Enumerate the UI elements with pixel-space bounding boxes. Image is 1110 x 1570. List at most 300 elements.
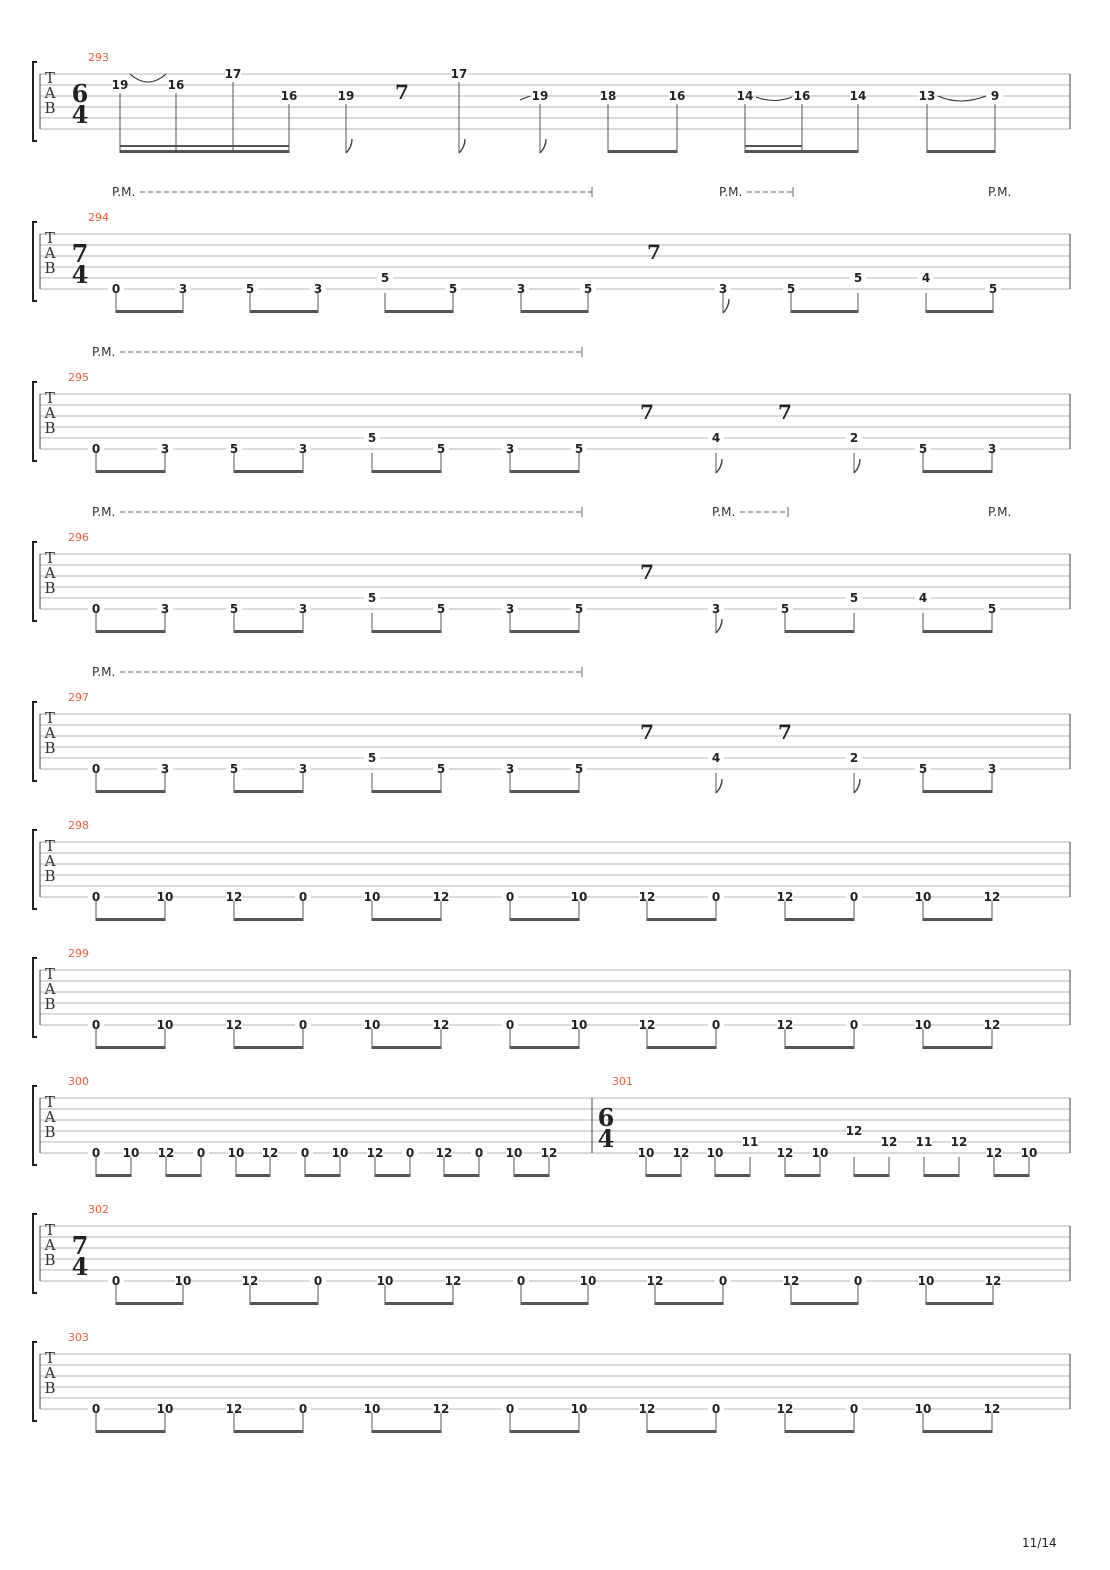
beam — [96, 1046, 165, 1049]
beam — [791, 1302, 858, 1305]
fret-number: 0 — [91, 1018, 101, 1032]
slide — [520, 96, 530, 100]
measure-number: 298 — [68, 819, 89, 832]
beam — [647, 1430, 716, 1433]
beam-secondary — [745, 145, 802, 147]
tab-system-303 — [33, 1331, 1070, 1433]
beam — [385, 1302, 453, 1305]
fret-number: 3 — [160, 442, 170, 456]
tab-clef-letter: B — [44, 867, 56, 885]
fret-number: 12 — [776, 1146, 794, 1160]
beam — [250, 1302, 318, 1305]
beam — [510, 790, 579, 793]
tab-clef-letter: A — [44, 564, 56, 582]
fret-number: 12 — [157, 1146, 175, 1160]
fret-number: 14 — [736, 89, 754, 103]
system-bracket — [33, 1214, 37, 1293]
system-bracket — [33, 62, 37, 141]
beam — [923, 790, 992, 793]
fret-number: 10 — [363, 1018, 381, 1032]
eighth-rest: 7 — [395, 80, 409, 104]
fret-number: 12 — [776, 1018, 794, 1032]
tab-system-298 — [33, 819, 1070, 921]
fret-number: 0 — [196, 1146, 206, 1160]
tab-clef-letter: B — [44, 1379, 56, 1397]
system-bracket — [33, 702, 37, 781]
fret-number: 5 — [988, 282, 998, 296]
beam — [514, 1174, 549, 1177]
fret-number: 0 — [91, 442, 101, 456]
tab-system-294 — [33, 185, 1070, 313]
fret-number: 12 — [880, 1135, 898, 1149]
fret-number: 0 — [91, 890, 101, 904]
tab-clef-letter: T — [44, 69, 56, 87]
tab-clef-letter: B — [44, 739, 56, 757]
fret-number: 12 — [432, 1402, 450, 1416]
beam — [236, 1174, 270, 1177]
beam — [234, 1430, 303, 1433]
eighth-rest: 7 — [647, 240, 661, 264]
beam — [521, 310, 588, 313]
beam — [96, 1430, 165, 1433]
measure-number: 301 — [612, 1075, 633, 1088]
fret-number: 5 — [367, 751, 377, 765]
fret-number: 0 — [91, 1146, 101, 1160]
fret-number: 4 — [711, 751, 721, 765]
fret-number: 16 — [793, 89, 811, 103]
palm-mute-label: P.M. — [92, 345, 116, 359]
fret-number: 0 — [474, 1146, 484, 1160]
fret-number: 10 — [579, 1274, 597, 1288]
beam — [510, 630, 579, 633]
measure-number: 297 — [68, 691, 89, 704]
fret-number: 12 — [241, 1274, 259, 1288]
fret-number: 12 — [638, 1018, 656, 1032]
fret-number: 10 — [363, 890, 381, 904]
fret-number: 12 — [432, 1018, 450, 1032]
beam — [745, 150, 858, 153]
fret-number: 0 — [718, 1274, 728, 1288]
tab-clef-letter: B — [44, 1251, 56, 1269]
time-signature-bottom: 4 — [71, 100, 89, 129]
fret-number: 12 — [225, 1402, 243, 1416]
fret-number: 10 — [156, 1018, 174, 1032]
beam — [924, 1174, 959, 1177]
fret-number: 18 — [599, 89, 617, 103]
fret-number: 9 — [990, 89, 1000, 103]
fret-number: 0 — [111, 282, 121, 296]
beam — [385, 310, 453, 313]
fret-number: 5 — [448, 282, 458, 296]
beam — [923, 1046, 992, 1049]
fret-number: 12 — [646, 1274, 664, 1288]
beam — [926, 1302, 993, 1305]
note-flag — [716, 459, 722, 473]
tab-clef-letter: B — [44, 259, 56, 277]
fret-number: 16 — [280, 89, 298, 103]
fret-number: 2 — [849, 431, 859, 445]
fret-number: 12 — [672, 1146, 690, 1160]
note-flag — [854, 779, 860, 793]
tie — [938, 96, 986, 101]
fret-number: 3 — [505, 602, 515, 616]
tab-clef-letter: A — [44, 980, 56, 998]
beam — [510, 470, 579, 473]
fret-number: 13 — [918, 89, 936, 103]
eighth-rest: 7 — [778, 400, 792, 424]
beam — [647, 1046, 716, 1049]
time-signature-bottom: 4 — [71, 260, 89, 289]
beam — [305, 1174, 340, 1177]
note-flag — [716, 779, 722, 793]
fret-number: 12 — [432, 890, 450, 904]
beam — [923, 918, 992, 921]
eighth-rest: 7 — [778, 720, 792, 744]
fret-number: 0 — [313, 1274, 323, 1288]
beam — [372, 1046, 441, 1049]
note-flag — [723, 299, 729, 313]
fret-number: 12 — [983, 1402, 1001, 1416]
fret-number: 5 — [780, 602, 790, 616]
measure-number: 293 — [88, 51, 109, 64]
tab-clef-letter: T — [44, 549, 56, 567]
tab-clef-letter: B — [44, 579, 56, 597]
fret-number: 0 — [849, 1402, 859, 1416]
fret-number: 3 — [298, 762, 308, 776]
beam — [923, 1430, 992, 1433]
fret-number: 5 — [583, 282, 593, 296]
fret-number: 3 — [711, 602, 721, 616]
fret-number: 0 — [298, 1402, 308, 1416]
beam — [372, 790, 441, 793]
fret-number: 0 — [405, 1146, 415, 1160]
beam — [234, 918, 303, 921]
beam — [372, 470, 441, 473]
beam — [785, 1174, 820, 1177]
beam — [96, 918, 165, 921]
beam — [116, 310, 183, 313]
fret-number: 14 — [849, 89, 867, 103]
fret-number: 5 — [987, 602, 997, 616]
tab-clef-letter: T — [44, 1093, 56, 1111]
palm-mute-label: P.M. — [112, 185, 136, 199]
tab-system-296 — [33, 505, 1070, 633]
measure-number: 294 — [88, 211, 109, 224]
time-signature-top: 6 — [71, 79, 89, 108]
beam — [926, 310, 993, 313]
fret-number: 19 — [531, 89, 549, 103]
fret-number: 0 — [711, 890, 721, 904]
tab-clef-letter: T — [44, 837, 56, 855]
fret-number: 3 — [298, 602, 308, 616]
fret-number: 16 — [668, 89, 686, 103]
fret-number: 3 — [516, 282, 526, 296]
fret-number: 5 — [436, 442, 446, 456]
tab-clef-letter: A — [44, 84, 56, 102]
beam-secondary — [120, 145, 289, 147]
fret-number: 4 — [711, 431, 721, 445]
fret-number: 0 — [91, 602, 101, 616]
fret-number: 17 — [450, 67, 468, 81]
beam — [234, 1046, 303, 1049]
fret-number: 10 — [914, 1018, 932, 1032]
palm-mute-label: P.M. — [712, 505, 736, 519]
system-bracket — [33, 542, 37, 621]
fret-number: 0 — [505, 1402, 515, 1416]
beam — [608, 150, 677, 153]
fret-number: 5 — [849, 591, 859, 605]
fret-number: 12 — [984, 1274, 1002, 1288]
tab-system-293 — [33, 51, 1070, 153]
fret-number: 19 — [337, 89, 355, 103]
fret-number: 16 — [167, 78, 185, 92]
beam — [166, 1174, 201, 1177]
fret-number: 5 — [574, 762, 584, 776]
fret-number: 10 — [156, 1402, 174, 1416]
fret-number: 10 — [637, 1146, 655, 1160]
beam — [510, 918, 579, 921]
note-flag — [854, 459, 860, 473]
time-signature-top: 7 — [71, 239, 89, 268]
eighth-rest: 7 — [640, 720, 654, 744]
beam — [96, 470, 165, 473]
fret-number: 3 — [178, 282, 188, 296]
fret-number: 0 — [849, 890, 859, 904]
beam — [923, 630, 992, 633]
measure-number: 300 — [68, 1075, 89, 1088]
beam — [785, 1046, 854, 1049]
fret-number: 5 — [436, 602, 446, 616]
tab-system-295 — [33, 345, 1070, 473]
fret-number: 10 — [811, 1146, 829, 1160]
tab-clef-letter: T — [44, 229, 56, 247]
fret-number: 4 — [921, 271, 931, 285]
fret-number: 5 — [853, 271, 863, 285]
system-bracket — [33, 382, 37, 461]
fret-number: 10 — [331, 1146, 349, 1160]
fret-number: 5 — [229, 602, 239, 616]
beam — [120, 150, 289, 153]
beam — [234, 790, 303, 793]
beam — [444, 1174, 479, 1177]
fret-number: 12 — [261, 1146, 279, 1160]
tab-clef-letter: A — [44, 1108, 56, 1126]
fret-number: 12 — [845, 1124, 863, 1138]
fret-number: 10 — [570, 1018, 588, 1032]
tab-clef-letter: T — [44, 1349, 56, 1367]
fret-number: 17 — [224, 67, 242, 81]
fret-number: 10 — [122, 1146, 140, 1160]
tab-clef-letter: B — [44, 995, 56, 1013]
fret-number: 10 — [174, 1274, 192, 1288]
fret-number: 11 — [741, 1135, 759, 1149]
fret-number: 12 — [983, 1018, 1001, 1032]
beam — [854, 1174, 889, 1177]
tab-clef-letter: T — [44, 965, 56, 983]
beam — [927, 150, 995, 153]
fret-number: 3 — [298, 442, 308, 456]
note-flag — [716, 619, 722, 633]
fret-number: 10 — [570, 1402, 588, 1416]
fret-number: 5 — [918, 762, 928, 776]
time-signature-top: 6 — [597, 1103, 615, 1132]
eighth-rest: 7 — [640, 560, 654, 584]
beam — [655, 1302, 723, 1305]
fret-number: 11 — [915, 1135, 933, 1149]
fret-number: 10 — [917, 1274, 935, 1288]
palm-mute-label: P.M. — [988, 185, 1012, 199]
fret-number: 12 — [950, 1135, 968, 1149]
system-bracket — [33, 1342, 37, 1421]
tab-clef-letter: A — [44, 852, 56, 870]
fret-number: 4 — [918, 591, 928, 605]
page-number: 11/14 — [1022, 1536, 1057, 1550]
fret-number: 10 — [570, 890, 588, 904]
fret-number: 10 — [914, 890, 932, 904]
beam — [96, 630, 165, 633]
fret-number: 0 — [111, 1274, 121, 1288]
measure-number: 296 — [68, 531, 89, 544]
tie — [130, 74, 166, 82]
eighth-rest: 7 — [640, 400, 654, 424]
fret-number: 10 — [227, 1146, 245, 1160]
beam — [923, 470, 992, 473]
beam — [715, 1174, 750, 1177]
fret-number: 12 — [225, 890, 243, 904]
beam — [372, 918, 441, 921]
note-flag — [346, 139, 352, 153]
fret-number: 5 — [918, 442, 928, 456]
fret-number: 12 — [444, 1274, 462, 1288]
fret-number: 10 — [914, 1402, 932, 1416]
beam — [785, 630, 854, 633]
beam — [510, 1046, 579, 1049]
fret-number: 12 — [985, 1146, 1003, 1160]
time-signature-bottom: 4 — [71, 1252, 89, 1281]
fret-number: 0 — [298, 890, 308, 904]
fret-number: 12 — [638, 890, 656, 904]
time-signature-top: 7 — [71, 1231, 89, 1260]
beam — [116, 1302, 183, 1305]
fret-number: 12 — [435, 1146, 453, 1160]
tab-clef-letter: A — [44, 1236, 56, 1254]
beam — [96, 790, 165, 793]
beam — [96, 1174, 131, 1177]
tab-clef-letter: A — [44, 724, 56, 742]
measure-number: 299 — [68, 947, 89, 960]
note-flag — [459, 139, 465, 153]
fret-number: 12 — [776, 890, 794, 904]
palm-mute-label: P.M. — [988, 505, 1012, 519]
tab-clef-letter: B — [44, 1123, 56, 1141]
tab-system-297 — [33, 665, 1070, 793]
beam — [646, 1174, 681, 1177]
fret-number: 5 — [574, 442, 584, 456]
system-bracket — [33, 830, 37, 909]
beam — [234, 470, 303, 473]
fret-number: 0 — [91, 1402, 101, 1416]
fret-number: 5 — [367, 591, 377, 605]
fret-number: 5 — [436, 762, 446, 776]
fret-number: 0 — [516, 1274, 526, 1288]
fret-number: 10 — [1020, 1146, 1038, 1160]
system-bracket — [33, 1086, 37, 1165]
fret-number: 0 — [711, 1018, 721, 1032]
fret-number: 5 — [245, 282, 255, 296]
fret-number: 0 — [300, 1146, 310, 1160]
beam — [372, 1430, 441, 1433]
tab-clef-letter: B — [44, 419, 56, 437]
fret-number: 3 — [160, 762, 170, 776]
beam — [994, 1174, 1029, 1177]
tab-system-302 — [33, 1203, 1070, 1305]
beam — [785, 1430, 854, 1433]
tab-system-299 — [33, 947, 1070, 1049]
fret-number: 10 — [376, 1274, 394, 1288]
fret-number: 3 — [987, 762, 997, 776]
tab-clef-letter: T — [44, 1221, 56, 1239]
beam — [234, 630, 303, 633]
fret-number: 12 — [540, 1146, 558, 1160]
fret-number: 3 — [505, 762, 515, 776]
beam — [647, 918, 716, 921]
fret-number: 3 — [718, 282, 728, 296]
fret-number: 3 — [160, 602, 170, 616]
tab-clef-letter: B — [44, 99, 56, 117]
beam — [510, 1430, 579, 1433]
fret-number: 0 — [849, 1018, 859, 1032]
note-flag — [540, 139, 546, 153]
system-bracket — [33, 958, 37, 1037]
measure-number: 303 — [68, 1331, 89, 1344]
tab-clef-letter: T — [44, 709, 56, 727]
tab-clef-letter: A — [44, 404, 56, 422]
fret-number: 0 — [505, 890, 515, 904]
measure-number: 302 — [88, 1203, 109, 1216]
fret-number: 5 — [574, 602, 584, 616]
fret-number: 5 — [786, 282, 796, 296]
fret-number: 10 — [363, 1402, 381, 1416]
fret-number: 3 — [987, 442, 997, 456]
fret-number: 5 — [380, 271, 390, 285]
system-bracket — [33, 222, 37, 301]
palm-mute-label: P.M. — [92, 505, 116, 519]
measure-number: 295 — [68, 371, 89, 384]
fret-number: 0 — [711, 1402, 721, 1416]
fret-number: 12 — [225, 1018, 243, 1032]
beam — [785, 918, 854, 921]
fret-number: 2 — [849, 751, 859, 765]
palm-mute-label: P.M. — [719, 185, 743, 199]
fret-number: 0 — [91, 762, 101, 776]
tab-clef-letter: A — [44, 1364, 56, 1382]
tab-system-300 — [33, 1075, 1070, 1177]
fret-number: 12 — [782, 1274, 800, 1288]
fret-number: 5 — [367, 431, 377, 445]
tab-clef-letter: T — [44, 389, 56, 407]
fret-number: 0 — [298, 1018, 308, 1032]
fret-number: 10 — [156, 890, 174, 904]
beam — [791, 310, 858, 313]
fret-number: 12 — [776, 1402, 794, 1416]
fret-number: 10 — [706, 1146, 724, 1160]
tab-clef-letter: A — [44, 244, 56, 262]
tie — [756, 97, 792, 101]
beam — [372, 630, 441, 633]
palm-mute-label: P.M. — [92, 665, 116, 679]
fret-number: 19 — [111, 78, 129, 92]
beam — [250, 310, 318, 313]
